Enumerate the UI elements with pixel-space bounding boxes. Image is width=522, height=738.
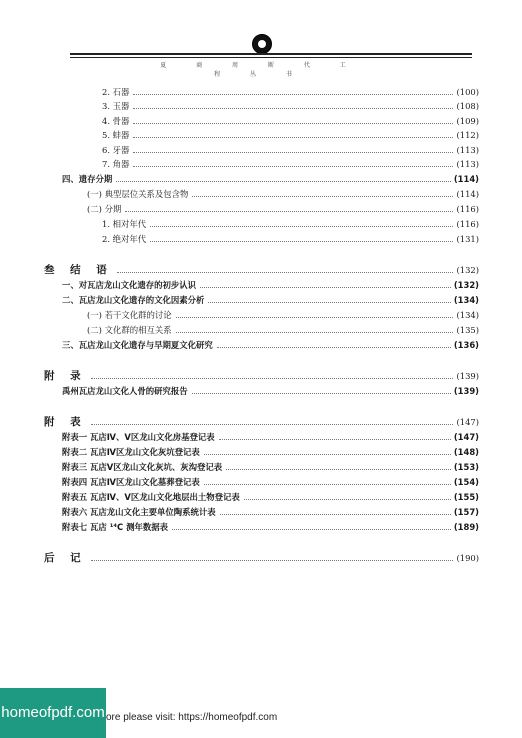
toc-appendix-entry: 附表六 瓦店龙山文化主要单位陶系统计表 (157) [62,507,479,517]
toc-section-entry: 三、瓦店龙山文化遗存与早期夏文化研究 (136) [62,340,479,350]
toc-entry: 4. 骨器 (109) [102,116,479,126]
toc-entry: 6. 牙器 (113) [102,145,479,155]
toc-appendix-entry: 附表四 瓦店Ⅳ区龙山文化墓葬登记表 (154) [62,477,479,487]
toc-chapter-entry: 附 表 (147) [44,416,479,428]
toc-appendix-entry: 附表五 瓦店Ⅳ、Ⅴ区龙山文化地层出土物登记表 (155) [62,492,479,502]
toc-section-entry: 四、遗存分期 (114) [62,174,479,184]
series-title: 夏 商 周 断 代 工 程 丛 书 [160,62,360,78]
toc-entry: (一) 若干文化群的讨论 (134) [87,310,479,320]
toc-entry: 5. 蚌器 (112) [102,130,479,140]
visit-site-text[interactable]: ore please visit: https://homeofpdf.com [106,712,278,723]
toc-section-entry: 禹州瓦店龙山文化人骨的研究报告 (139) [62,386,479,396]
toc-entry: 2. 石器 (100) [102,87,479,97]
toc-entry: (二) 文化群的相互关系 (135) [87,325,479,335]
toc-chapter-entry: 叁 结 语 (132) [44,264,479,276]
toc-chapter-entry: 附 录 (139) [44,370,479,382]
toc-section-entry: 二、瓦店龙山文化遗存的文化因素分析 (134) [62,295,479,305]
toc-section-entry: 一、对瓦店龙山文化遗存的初步认识 (132) [62,280,479,290]
toc-entry: 2. 绝对年代 (131) [102,234,479,244]
toc-appendix-entry: 附表一 瓦店Ⅳ、Ⅴ区龙山文化房基登记表 (147) [62,432,479,442]
toc-entry: 7. 角器 (113) [102,159,479,169]
toc-entry: 1. 相对年代 (116) [102,219,479,229]
toc-entry: 3. 玉器 (108) [102,101,479,111]
toc-appendix-entry: 附表二 瓦店Ⅳ区龙山文化灰坑登记表 (148) [62,447,479,457]
toc-entry: (一) 典型层位关系及包含物 (114) [87,189,479,199]
toc-entry: (二) 分期 (116) [87,204,479,214]
toc-appendix-entry: 附表七 瓦店 ¹⁴C 测年数据表 (189) [62,522,479,532]
toc-appendix-entry: 附表三 瓦店Ⅴ区龙山文化灰坑、灰沟登记表 (153) [62,462,479,472]
toc-chapter-entry: 后 记 (190) [44,552,479,564]
site-badge[interactable]: homeofpdf.com [0,688,106,738]
